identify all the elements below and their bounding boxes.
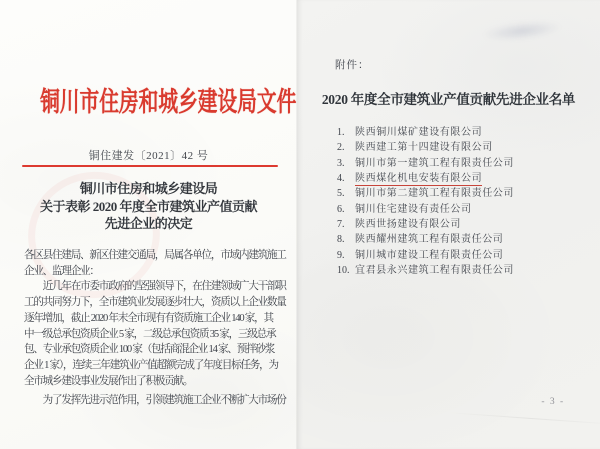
document-title-line: 关于表彰 2020 年度全市建筑业产值贡献: [39, 198, 257, 214]
company-list-item: [337, 230, 587, 245]
document-title-line: 铜川市住房和城乡建设局: [79, 181, 218, 196]
company-list-item: [337, 215, 587, 230]
company-number: 4.: [337, 173, 345, 185]
company-number: 3.: [337, 157, 345, 169]
ink-smudge: [481, 18, 562, 44]
company-list-item: [337, 154, 587, 169]
company-number: 2.: [337, 142, 345, 154]
company-list-item: [337, 246, 587, 261]
body-line: 企业、监理企业：: [24, 265, 99, 277]
attachment-title: 2020 年度全市建筑业产值贡献先进企业名单: [321, 92, 576, 107]
company-name: 铜川市第二建筑工程有限责任公司: [355, 188, 514, 200]
attachment-label: 附件：: [335, 60, 370, 71]
company-name: 陕西铜川煤矿建设有限公司: [355, 127, 483, 138]
company-name: 宜君县永兴建筑工程有限责任公司: [355, 265, 514, 277]
company-number: 6.: [337, 203, 345, 215]
page-number: - 3 -: [541, 397, 565, 407]
company-list-item: [337, 261, 587, 276]
company-name: 陕西世扬建设有限公司: [355, 219, 461, 231]
company-name: 铜川市第一建筑工程有限责任公司: [355, 157, 514, 169]
company-list-item: [337, 123, 587, 138]
company-number: 8.: [337, 234, 345, 246]
body-line: 各区县住建局、新区住建交通局，局属各单位，市域内建筑施工: [24, 250, 286, 261]
body-line: 企业 1 家），连续三年建筑业产值超额完成了年度目标任务，为: [24, 359, 278, 371]
document-title-line: 先进企业的决定: [104, 216, 193, 231]
company-name: 铜川城市建设工程有限责任公司: [355, 249, 504, 261]
company-list-item: [337, 169, 587, 184]
body-line: 为了发挥先进示范作用，引领建筑施工企业不断扩大市场份: [24, 395, 286, 407]
body-line: 包、专业承包资质企业 100 家（包括商混企业 14 家、预拌砂浆: [24, 344, 275, 356]
company-number: 1.: [337, 127, 345, 138]
body-line: 近几年在市委市政府的坚强领导下，在住建领域广大干部职: [24, 281, 286, 293]
company-list-item: [337, 138, 587, 153]
company-name: 铜川住宅建设有责任公司: [355, 203, 472, 215]
document-title: [0, 180, 297, 233]
company-number: 9.: [337, 249, 345, 261]
company-list: [337, 123, 587, 276]
company-list-item: [337, 200, 587, 215]
document-page-right: [297, 0, 600, 449]
red-header-title: 铜川市住房和城乡建设局文件: [40, 87, 297, 117]
company-list-item: [337, 184, 587, 199]
paper-fold-line: [447, 412, 600, 425]
body-line: 全市城乡建设事业发展作出了积极贡献。: [24, 375, 193, 387]
document-number: 铜住建发〔2021〕42 号: [88, 150, 209, 162]
company-number: 10.: [337, 265, 350, 277]
company-number: 7.: [337, 219, 345, 231]
company-number: 5.: [337, 188, 345, 200]
body-line: 中一级总承包资质企业 5 家，二级总承包资质 35 家，三级总承: [24, 328, 276, 340]
body-line: 工的共同努力下，全市建筑业发展逐步壮大，资质以上企业数量: [24, 297, 286, 309]
red-divider-line: [22, 165, 278, 167]
company-name: 陕西建工第十四建设有限公司: [355, 142, 493, 154]
company-name: 陕西耀州建筑工程有限责任公司: [355, 234, 504, 246]
document-page-left: [0, 0, 297, 449]
body-text: [24, 248, 284, 409]
body-line: 逐年增加，截止 2020 年末全市现有有资质施工企业 140 家，其: [24, 312, 273, 324]
company-name-highlighted: 陕西煤化机电安装有限公司: [355, 169, 482, 186]
